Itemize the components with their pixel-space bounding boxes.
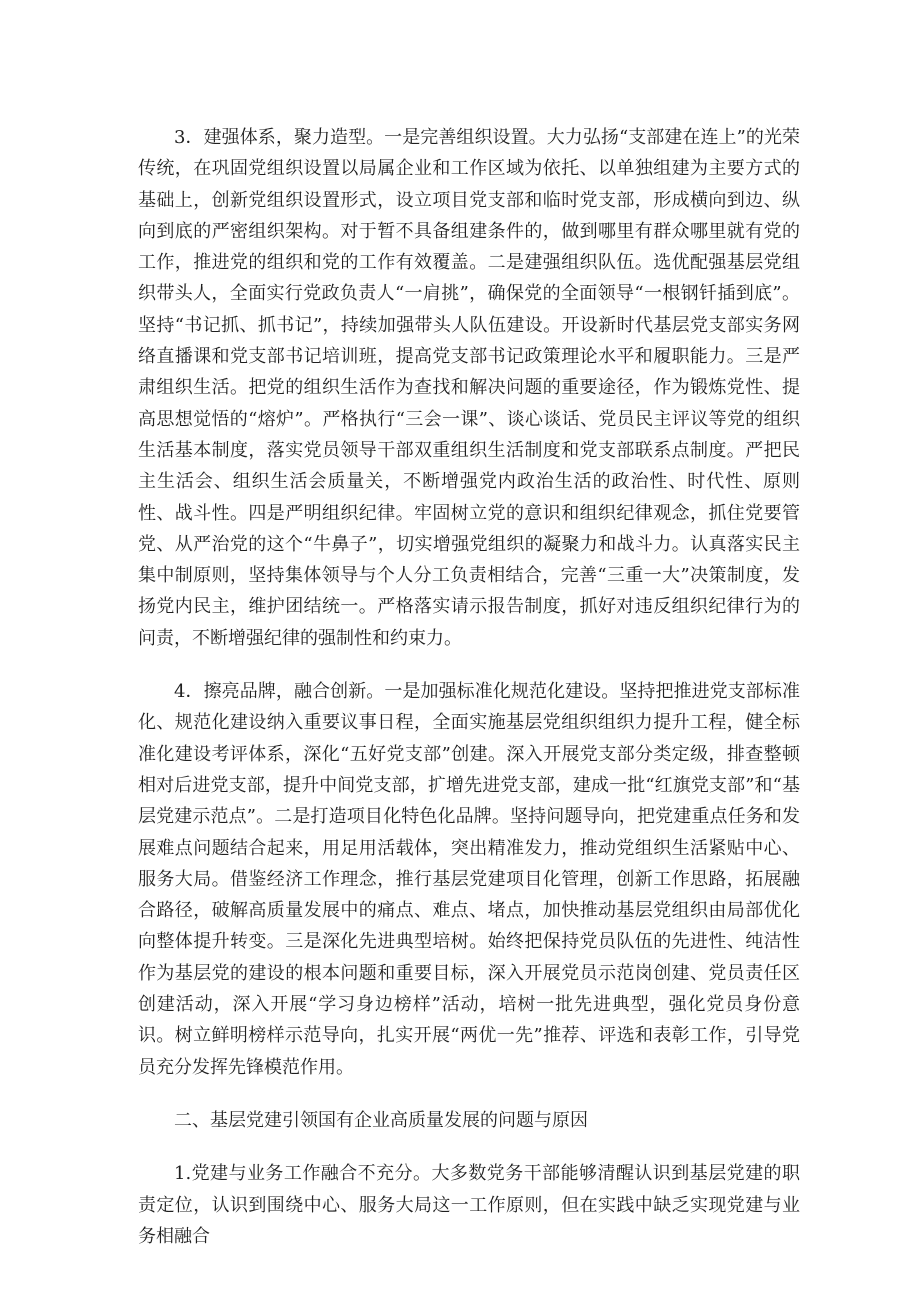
paragraph-strengthen-system: 3．建强体系，聚力造型。一是完善组织设置。大力弘扬“支部建在连上”的光荣传统，在巩固党组织设置以局属企业和工作区域为依托、以单独组建为主要方式的基础上，创新党组织设置形式，设立项目党支部和临时党支部，形成横向到边、纵向到底的严密组织架构。对于暂不具备组建条件的，做到哪里有群众哪里就有党的工作，推进党的组织和党的工作有效覆盖。二是建强组织队伍。选优配强基层党组织带头人，全面实行党政负责人“一肩挑”，确保党的全面领导“一根钢钎插到底”。坚持“书记抓、抓书记”，持续加强带头人队伍建设。开设新时代基层党支部实务网络直播课和党支部书记培训班，提高党支部书记政策理论水平和履职能力。三是严肃组织生活。把党的组织生活作为查找和解决问题的重要途径，作为锻炼党性、提高思想觉悟的“熔炉”。严格执行“三会一课”、谈心谈话、党员民主评议等党的组织生活基本制度，落实党员领导干部双重组织生活制度和党支部联系点制度。严把民主生活会、组织生活会质量关，不断增强党内政治生活的政治性、时代性、原则性、战斗性。四是严明组织纪律。牢固树立党的意识和组织纪律观念，抓住党要管党、从严治党的这个“牛鼻子”，切实增强党组织的凝聚力和战斗力。认真落实民主集中制原则，坚持集体领导与个人分工负责相结合，完善“三重一大”决策制度，发扬党内民主，维护团结统一。严格落实请示报告制度，抓好对违反组织纪律行为的问责，不断增强纪律的强制性和约束力。	[138, 127, 800, 649]
document-body	[138, 122, 800, 1274]
section-heading: 二、基层党建引领国有企业高质量发展的问题与原因	[174, 1109, 588, 1131]
paragraph-polish-brand: 4．擦亮品牌，融合创新。一是加强标准化规范化建设。坚持把推进党支部标准化、规范化建设纳入重要议事日程，全面实施基层党组织组织力提升工程，健全标准化建设考评体系，深化“五好党支部”创建。深入开展党支部分类定级，排查整顿相对后进党支部，提升中间党支部，扩增先进党支部，建成一批“红旗党支部”和“基层党建示范点”。二是打造项目化特色化品牌。坚持问题导向，把党建重点任务和发展难点问题结合起来，用足用活载体，突出精准发力，推动党组织生活紧贴中心、服务大局。借鉴经济工作理念，推行基层党建项目化管理，创新工作思路，拓展融合路径，破解高质量发展中的痛点、难点、堵点，加快推动基层党组织由局部优化向整体提升转变。三是深化先进典型培树。始终把保持党员队伍的先进性、纯洁性作为基层党的建设的根本问题和重要目标，深入开展党员示范岗创建、党员责任区创建活动，深入开展“学习身边榜样”活动，培树一批先进典型，强化党员身份意识。树立鲜明榜样示范导向，扎实开展“两优一先”推荐、评选和表彰工作，引导党员充分发挥先锋模范作用。	[138, 681, 800, 1078]
paragraph-integration-issue: 1.党建与业务工作融合不充分。大多数党务干部能够清醒认识到基层党建的职责定位，认识到围绕中心、服务大局这一工作原则，但在实践中缺乏实现党建与业务相融合	[138, 1163, 800, 1247]
